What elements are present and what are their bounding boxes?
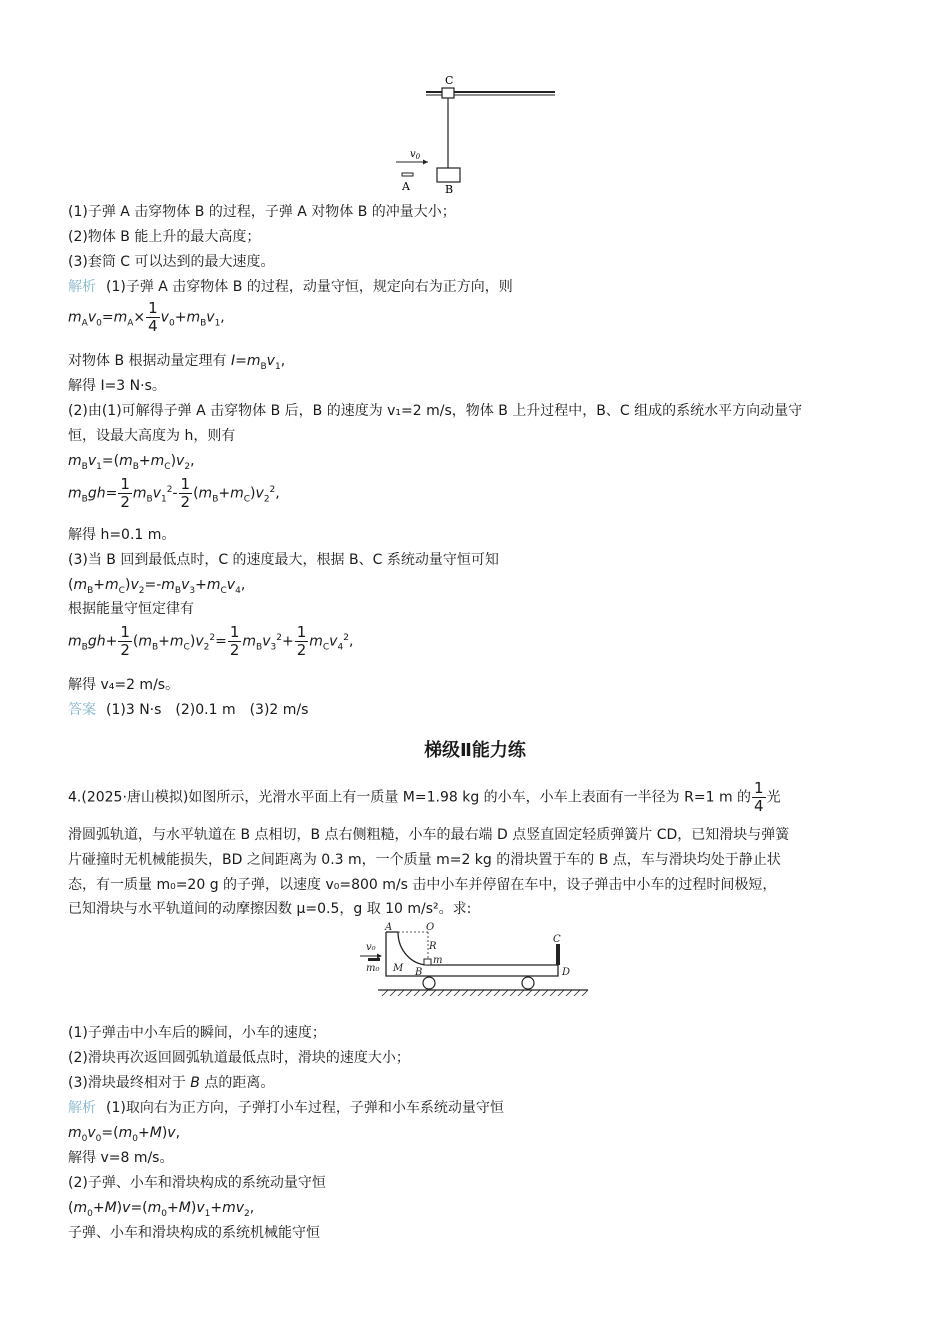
solution-tag: 解析	[68, 1100, 96, 1116]
q3-solution-line-3: 对物体 B 根据动量定理有 $I=m_Bv_1$,	[68, 353, 286, 372]
q4-solution-line-3: 解得 v=8 m/s。	[68, 1150, 174, 1166]
q3-solution-line-6: 恒，设最大高度为 h，则有	[68, 428, 236, 444]
q4-part-3: (3)滑块最终相对于 B 点的距离。	[68, 1075, 275, 1091]
q4-part-2: (2)滑块再次返回圆弧轨道最低点时，滑块的速度大小；	[68, 1050, 410, 1066]
q4-part-1: (1)子弹击中小车后的瞬间，小车的速度；	[68, 1025, 326, 1041]
label-b: B	[415, 967, 423, 978]
section-title: 梯级Ⅱ能力练	[424, 740, 526, 761]
q3-solution-line-5: (2)由(1)可解得子弹 A 击穿物体 B 后，B 的速度为 v₁=2 m/s，物体 B 上升过程中，B、C 组成的系统水平方向动量守	[68, 403, 803, 419]
label-r: R	[429, 941, 437, 952]
label-M: M	[393, 963, 404, 974]
q3-eq-3: $m_Bgh=$ $\frac{1}{2}$ $m_Bv_1^2-$ $\frac{1}{2}$ $(m_B+m_C)v_2^2$,	[68, 475, 280, 511]
q3-solution-line-1: 解析 (1)子弹 A 击穿物体 B 的过程，动量守恒，规定向右为正方向，则	[68, 279, 513, 295]
label-m0: m₀	[366, 963, 380, 974]
q4-line-3: 片碰撞时无机械能损失，BD 之间距离为 0.3 m，一个质量 m=2 kg 的滑块置于车的 B 点，车与滑块均处于静止状	[68, 852, 781, 868]
q3-eq-5: $m_Bgh+$ $\frac{1}{2}$ $(m_B+m_C)v_2^2=$ $\frac{1}{2}$ $m_Bv_3^2+$ $\frac{1}{2}$ $m_Cv_4^2$,	[68, 623, 354, 659]
q4-line-5: 已知滑块与水平轨道间的动摩擦因数 μ=0.5，g 取 10 m/s²。求:	[68, 901, 472, 917]
q4-line-1: 4.(2025·唐山模拟)如图所示，光滑水平面上有一质量 M=1.98 kg 的小车，小车上表面有一半径为 R=1 m 的 $\frac{1}{4}$ 光	[68, 779, 781, 815]
q3-solution-line-4: 解得 I=3 N·s。	[68, 378, 166, 394]
label-b: B	[445, 183, 454, 196]
slider-m	[424, 959, 431, 965]
q3-answer: 答案 (1)3 N·s (2)0.1 m (3)2 m/s	[68, 702, 309, 718]
answer-tag: 答案	[68, 702, 96, 718]
sleeve-c	[442, 88, 454, 98]
q4-line-2: 滑圆弧轨道，与水平轨道在 B 点相切，B 点右侧粗糙，小车的最右端 D 点竖直固定轻质弹簧片 CD，已知滑块与弹簧	[68, 827, 790, 843]
q3-part-1: (1)子弹 A 击穿物体 B 的过程，子弹 A 对物体 B 的冲量大小；	[68, 204, 456, 220]
q3-solution-line-10: (3)当 B 回到最低点时，C 的速度最大，根据 B、C 系统动量守恒可知	[68, 552, 499, 568]
q4-eq-2: $(m_0+M)v=(m_0+M)v_1+mv_2$,	[68, 1200, 255, 1219]
label-c: C	[553, 934, 561, 945]
solution-tag: 解析	[68, 279, 96, 295]
wheel-right	[522, 977, 534, 989]
label-v0: $v_0$	[410, 149, 421, 161]
block-b	[437, 168, 460, 182]
q4-solution-line-1: 解析 (1)取向右为正方向，子弹打小车过程，子弹和小车系统动量守恒	[68, 1100, 504, 1116]
q4-solution-line-6: 子弹、小车和滑块构成的系统机械能守恒	[68, 1225, 320, 1241]
q3-solution-line-12: 根据能量守恒定律有	[68, 601, 194, 617]
label-c: C	[445, 74, 454, 87]
label-o: O	[426, 922, 435, 933]
q4-eq-1: $m_0v_0=(m_0+M)v$,	[68, 1125, 181, 1144]
q4-line-4: 态，有一质量 m₀=20 g 的子弹，以速度 v₀=800 m/s 击中小车并停留在车中，设子弹击中小车的过程时间极短，	[68, 877, 777, 893]
label-v0: v₀	[366, 942, 376, 953]
bullet-a	[402, 173, 413, 176]
q3-eq-1: $m_Av_0=m_A\times$ $\frac{1}{4}$ $v_0+m_Bv_1$,	[68, 299, 225, 335]
wheel-left	[423, 977, 435, 989]
figure-pendulum	[390, 72, 570, 197]
figure-cart	[356, 920, 596, 1000]
cart-body	[386, 932, 558, 976]
q3-part-2: (2)物体 B 能上升的最大高度；	[68, 229, 261, 245]
label-d: D	[562, 967, 571, 978]
q3-solution-line-14: 解得 v₄=2 m/s。	[68, 677, 180, 693]
q3-eq-4: $(m_B+m_C)v_2=-m_Bv_3+m_Cv_4$,	[68, 577, 246, 596]
label-a: A	[402, 180, 410, 193]
q3-part-3: (3)套筒 C 可以达到的最大速度。	[68, 254, 275, 270]
label-a: A	[385, 922, 393, 933]
q4-solution-line-4: (2)子弹、小车和滑块构成的系统动量守恒	[68, 1175, 326, 1191]
bullet-m0	[368, 958, 380, 961]
q3-solution-line-9: 解得 h=0.1 m。	[68, 527, 176, 543]
label-m: m	[433, 955, 443, 966]
spring-cd	[556, 944, 560, 965]
q3-eq-2: $m_Bv_1=(m_B+m_C)v_2$,	[68, 453, 195, 472]
